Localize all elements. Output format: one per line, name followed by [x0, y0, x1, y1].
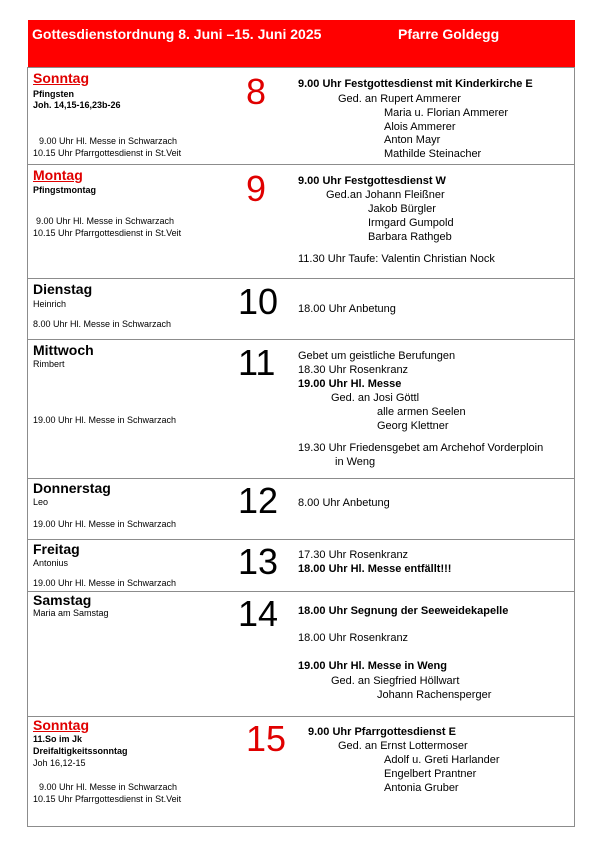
- event-line: alle armen Seelen: [377, 406, 466, 418]
- event-line: Ged. an Josi Göttl: [331, 392, 420, 404]
- day-row-saturday-14: [28, 591, 574, 717]
- day-info: Antonius: [33, 558, 69, 568]
- side-note: 10.15 Uhr Pfarrgottesdienst in St.Veit: [33, 148, 182, 158]
- event-line: Mathilde Steinacher: [384, 148, 482, 160]
- event-line: 9.00 Uhr Festgottesdienst W: [298, 175, 446, 187]
- day-number: 12: [238, 480, 279, 521]
- event-line: Adolf u. Greti Harlander: [384, 754, 500, 766]
- side-note: 9.00 Uhr Hl. Messe in Schwarzach: [39, 136, 178, 146]
- parish-name: Pfarre Goldegg: [398, 26, 500, 42]
- day-row-sunday-15: [28, 716, 574, 826]
- day-name: Dienstag: [33, 281, 93, 297]
- side-note: 8.00 Uhr Hl. Messe in Schwarzach: [33, 319, 172, 329]
- side-note: 10.15 Uhr Pfarrgottesdienst in St.Veit: [33, 228, 182, 238]
- event-line: Ged. an Ernst Lottermoser: [338, 740, 468, 752]
- day-info: Heinrich: [33, 299, 67, 309]
- event-line: Engelbert Prantner: [384, 768, 477, 780]
- event-line: 9.00 Uhr Pfarrgottesdienst E: [308, 726, 456, 738]
- day-name: Freitag: [33, 541, 80, 557]
- day-info: Dreifaltigkeitssonntag: [33, 746, 128, 756]
- day-info: Maria am Samstag: [33, 608, 109, 618]
- event-line: Maria u. Florian Ammerer: [384, 107, 509, 119]
- header-banner: [28, 20, 575, 67]
- day-row-friday-13: [28, 539, 574, 592]
- event-line: Jakob Bürgler: [368, 203, 436, 215]
- side-note: 9.00 Uhr Hl. Messe in Schwarzach: [36, 216, 175, 226]
- event-line: Gebet um geistliche Berufungen: [298, 350, 456, 362]
- day-number: 11: [238, 342, 276, 383]
- page-title: Gottesdienstordnung 8. Juni –15. Juni 2025: [32, 26, 322, 42]
- schedule-table: [27, 67, 575, 827]
- event-line: in Weng: [335, 456, 376, 468]
- event-line: 8.00 Uhr Anbetung: [298, 497, 390, 509]
- day-number: 8: [246, 71, 267, 112]
- day-number: 13: [238, 541, 279, 582]
- event-line: 18.00 Uhr Segnung der Seeweidekapelle: [298, 605, 509, 617]
- event-line: Antonia Gruber: [384, 782, 459, 794]
- event-line: 11.30 Uhr Taufe: Valentin Christian Nock: [298, 253, 495, 265]
- day-info: Joh. 14,15-16,23b-26: [33, 100, 121, 110]
- day-name: Donnerstag: [33, 480, 111, 496]
- day-name: Montag: [33, 167, 83, 183]
- event-line: Johann Rachensperger: [377, 689, 492, 701]
- day-name: Mittwoch: [33, 342, 94, 358]
- event-line: 18.00 Uhr Rosenkranz: [298, 632, 409, 644]
- day-info: Leo: [33, 497, 49, 507]
- event-line: Ged.an Johann Fleißner: [326, 189, 445, 201]
- side-note: 10.15 Uhr Pfarrgottesdienst in St.Veit: [33, 794, 182, 804]
- event-line: 18.30 Uhr Rosenkranz: [298, 364, 409, 376]
- event-line: 19.00 Uhr Hl. Messe in Weng: [298, 660, 447, 672]
- day-info: Pfingstmontag: [33, 185, 96, 195]
- event-line: 19.00 Uhr Hl. Messe: [298, 378, 402, 390]
- side-note: 9.00 Uhr Hl. Messe in Schwarzach: [39, 782, 178, 792]
- day-info: Joh 16,12-15: [33, 758, 86, 768]
- day-number: 14: [238, 593, 279, 634]
- day-row-sunday-8: [28, 68, 574, 165]
- event-line: 9.00 Uhr Festgottesdienst mit Kinderkirche E: [298, 78, 533, 90]
- event-line: Ged. an Siegfried Höllwart: [331, 675, 460, 687]
- event-line: Georg Klettner: [377, 420, 449, 432]
- day-number: 9: [246, 168, 267, 209]
- day-name: Samstag: [33, 592, 92, 608]
- event-line: Ged. an Rupert Ammerer: [338, 93, 461, 105]
- day-row-thursday-12: [28, 478, 574, 540]
- event-line: 19.30 Uhr Friedensgebet am Archehof Vorderploin: [298, 442, 544, 454]
- event-line: Anton Mayr: [384, 134, 441, 146]
- day-number: 15: [246, 718, 287, 759]
- event-line: Alois Ammerer: [384, 121, 456, 133]
- day-info: Rimbert: [33, 359, 65, 369]
- event-line: 18.00 Uhr Anbetung: [298, 303, 396, 315]
- day-name: Sonntag: [33, 70, 89, 86]
- day-name: Sonntag: [33, 717, 89, 733]
- day-row-monday-9: [28, 164, 574, 279]
- side-note: 19.00 Uhr Hl. Messe in Schwarzach: [33, 415, 177, 425]
- day-row-tuesday-10: [28, 278, 574, 340]
- day-row-wednesday-11: [28, 339, 574, 479]
- side-note: 19.00 Uhr Hl. Messe in Schwarzach: [33, 519, 177, 529]
- day-info: Pfingsten: [33, 89, 75, 99]
- event-line: 18.00 Uhr Hl. Messe entfällt!!!: [298, 563, 452, 575]
- day-number: 10: [238, 281, 279, 322]
- event-line: 17.30 Uhr Rosenkranz: [298, 549, 409, 561]
- event-line: Irmgard Gumpold: [368, 217, 454, 229]
- day-info: 11.So im Jk: [33, 734, 83, 744]
- event-line: Barbara Rathgeb: [368, 231, 452, 243]
- side-note: 19.00 Uhr Hl. Messe in Schwarzach: [33, 578, 177, 588]
